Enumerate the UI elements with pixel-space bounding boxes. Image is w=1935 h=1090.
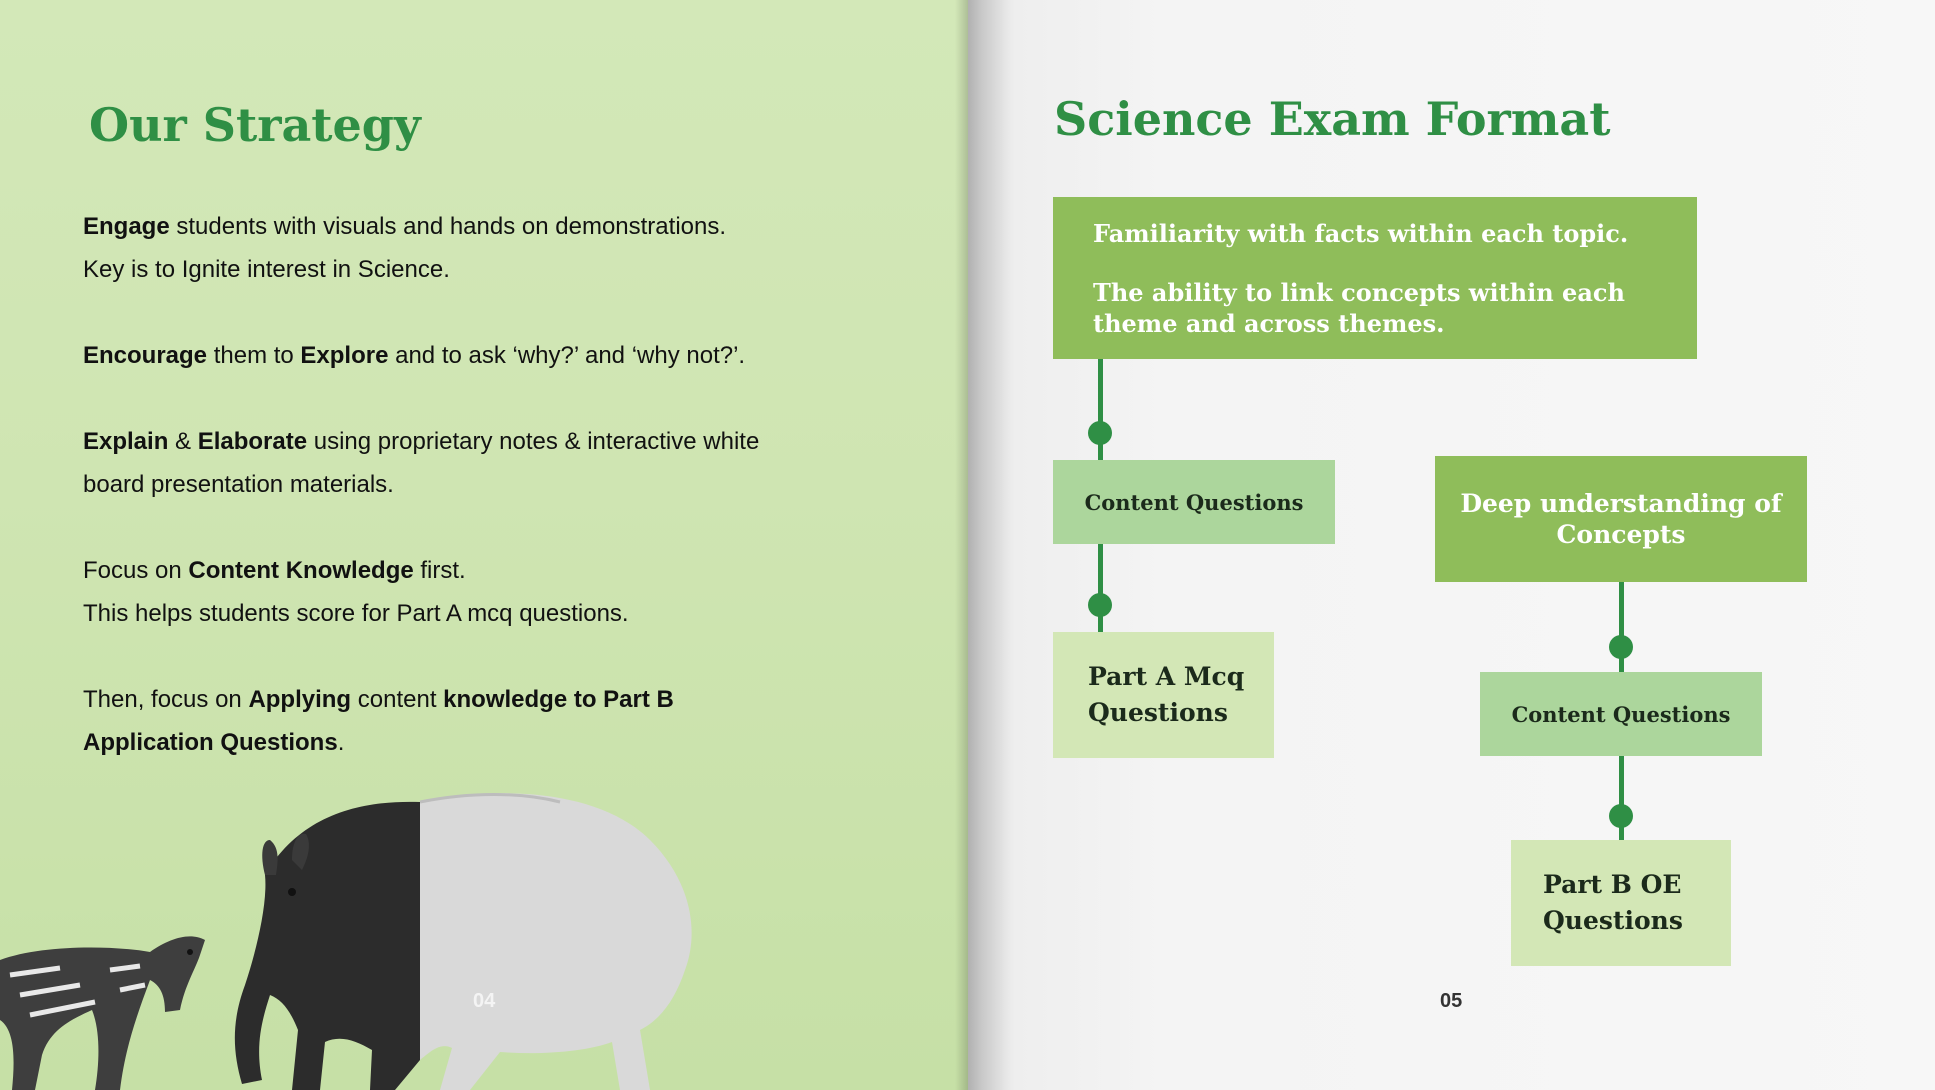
requirement-facts: Familiarity with facts within each topic.: [1093, 218, 1629, 248]
right-page-number: 05: [1440, 990, 1463, 1012]
requirement-link-concepts: The ability to link concepts within each theme and across themes.: [1093, 277, 1625, 338]
connector-dot: [1609, 635, 1633, 659]
strategy-text: This helps students score for Part A mcq questions.: [83, 600, 629, 627]
content-questions-box-a: Content Questions: [1053, 460, 1335, 544]
strategy-text: first.: [413, 557, 466, 584]
tapir-illustration: [0, 780, 720, 1090]
strategy-text: students with visuals and hands on demonstrations.: [169, 213, 727, 240]
strategy-keyword: Explore: [300, 342, 389, 369]
strategy-keyword: knowledge to Part B Application Questions: [83, 686, 674, 756]
connector-line: [1098, 544, 1103, 632]
connector-dot: [1088, 421, 1112, 445]
strategy-explain: [83, 420, 803, 506]
deep-understanding-box: Deep understanding of Concepts: [1435, 456, 1807, 582]
strategy-text: content: [351, 686, 444, 713]
left-page-number: 04: [473, 990, 496, 1012]
strategy-text: Then, focus on: [83, 686, 249, 713]
strategy-keyword: Engage: [83, 213, 170, 240]
right-page: [968, 0, 1935, 1090]
strategy-keyword: Elaborate: [197, 428, 308, 455]
strategy-text: .: [337, 729, 345, 756]
left-page-title: Our Strategy: [89, 98, 421, 152]
exam-requirements-box: [1053, 197, 1697, 359]
strategy-text: and to ask ‘why?’ and ‘why not?’.: [388, 342, 746, 369]
strategy-text: &: [168, 428, 198, 455]
baby-tapir: [0, 936, 205, 1090]
right-page-title: Science Exam Format: [1054, 92, 1611, 146]
adult-tapir: [235, 793, 692, 1090]
part-b-oe-box: Part B OE Questions: [1511, 840, 1731, 966]
connector-dot: [1088, 593, 1112, 617]
strategy-apply: [83, 678, 803, 764]
strategy-encourage: [83, 334, 803, 377]
strategy-focus: [83, 549, 803, 635]
connector-dot: [1609, 804, 1633, 828]
part-a-mcq-box: Part A Mcq Questions: [1053, 632, 1274, 758]
strategy-keyword: Encourage: [83, 342, 208, 369]
strategy-text: Focus on: [83, 557, 189, 584]
strategy-list: [83, 205, 803, 807]
content-questions-box-b: Content Questions: [1480, 672, 1762, 756]
strategy-text: them to: [207, 342, 301, 369]
strategy-keyword: Applying: [248, 686, 352, 713]
strategy-text: using proprietary notes & interactive white board presentation materials.: [83, 428, 760, 498]
strategy-keyword: Explain: [83, 428, 169, 455]
strategy-engage: [83, 205, 803, 291]
strategy-text: Key is to Ignite interest in Science.: [83, 256, 450, 283]
strategy-keyword: Content Knowledge: [188, 557, 414, 584]
